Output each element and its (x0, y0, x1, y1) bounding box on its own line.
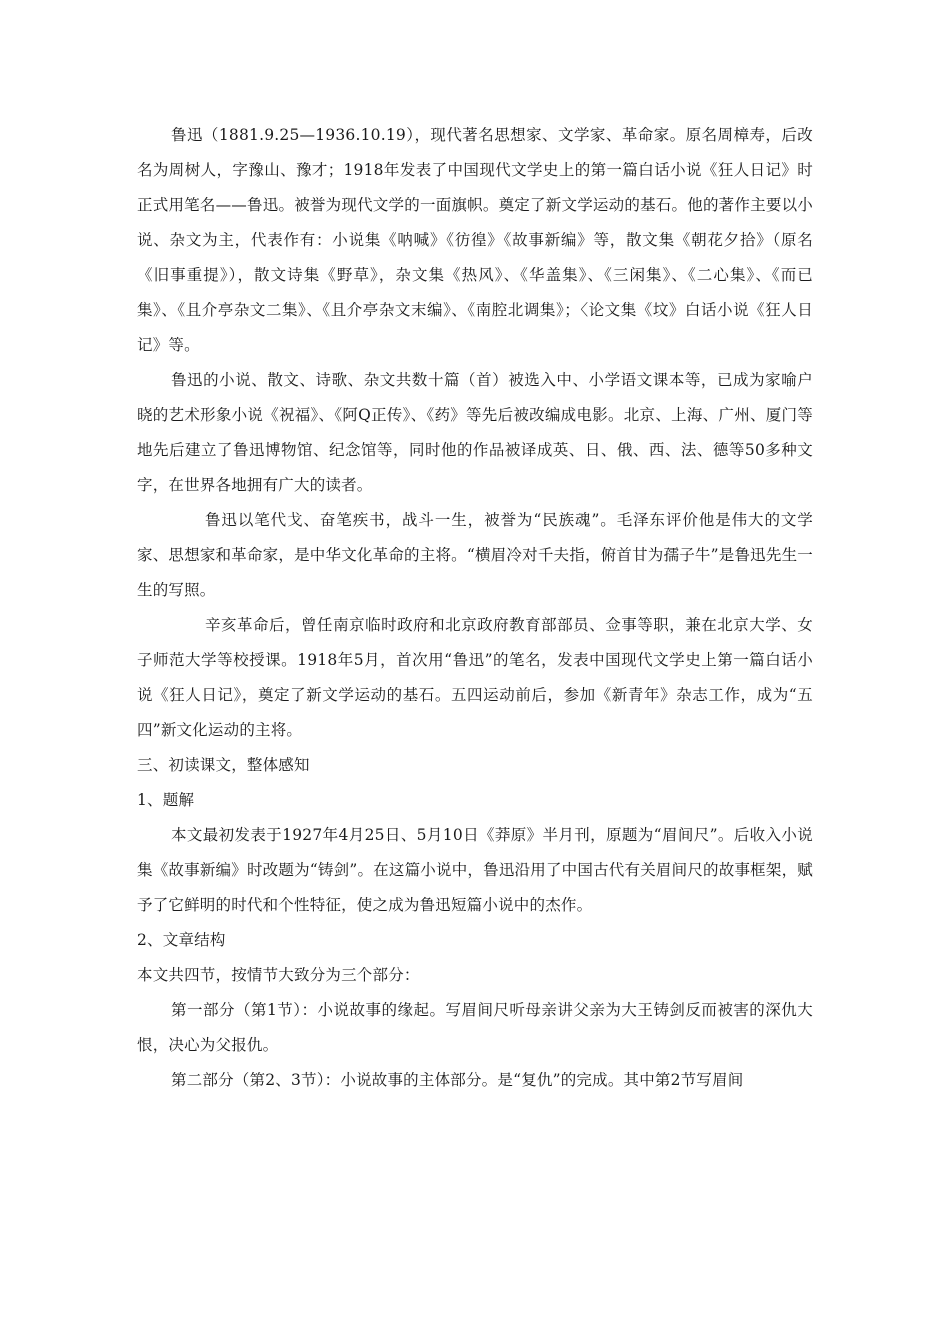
subheading-structure: 2、文章结构 (137, 931, 226, 949)
paragraph-title-explanation: 本文最初发表于1927年4月25日、5月10日《莽原》半月刊，原题为“眉间尺”。后收入小说集《故事新编》时改题为“铸剑”。在这篇小说中，鲁迅沿用了中国古代有关眉间尺的故事框架，赋予了它鲜明的时代和个性特征，使之成为鲁迅短篇小说中的杰作。 (137, 826, 813, 914)
paragraph-luxun-bio: 鲁迅（1881.9.25—1936.10.19），现代著名思想家、文学家、革命家。原名周樟寿，后改名为周树人，字豫山、豫才；1918年发表了中国现代文学史上的第一篇白话小说《狂人日记》时正式用笔名——鲁迅。被誉为现代文学的一面旗帜。奠定了新文学运动的基石。他的著作主要以小说、杂文为主，代表作有：小说集《呐喊》《彷徨》《故事新编》等，散文集《朝花夕拾》（原名《旧事重提》），散文诗集《野草》，杂文集《热风》、《华盖集》、《三闲集》、《二心集》、《而已集》、《且介亭杂文二集》、《且介亭杂文末编》、《南腔北调集》；〈论文集《坟》白话小说《狂人日记》等。 (137, 126, 813, 354)
paragraph-career: 辛亥革命后，曾任南京临时政府和北京政府教育部部员、佥事等职，兼在北京大学、女子师范大学等校授课。1918年5月，首次用“鲁迅”的笔名，发表中国现代文学史上第一篇白话小说《狂人日记》，奠定了新文学运动的基石。五四运动前后，参加《新青年》杂志工作，成为“五四”新文化运动的主将。 (137, 616, 813, 739)
paragraph-national-soul: 鲁迅以笔代戈、奋笔疾书，战斗一生，被誉为“民族魂”。毛泽东评价他是伟大的文学家、思想家和革命家，是中华文化革命的主将。“横眉冷对千夫指，俯首甘为孺子牛”是鲁迅先生一生的写照。 (137, 511, 813, 599)
paragraph-structure-intro: 本文共四节，按情节大致分为三个部分： (137, 966, 420, 984)
paragraph-luxun-influence: 鲁迅的小说、散文、诗歌、杂文共数十篇（首）被选入中、小学语文课本等，已成为家喻户晓的艺术形象小说《祝福》、《阿Q正传》、《药》等先后被改编成电影。北京、上海、广州、厦门等地先后建立了鲁迅博物馆、纪念馆等，同时他的作品被译成英、日、俄、西、法、德等50多种文字，在世界各地拥有广大的读者。 (137, 371, 813, 494)
paragraph-part-one: 第一部分（第1节）：小说故事的缘起。写眉间尺听母亲讲父亲为大王铸剑反而被害的深仇大恨，决心为父报仇。 (137, 1001, 813, 1054)
section-heading-first-reading: 三、初读课文，整体感知 (137, 756, 310, 774)
document-body (137, 118, 813, 1098)
subheading-title-explanation: 1、题解 (137, 791, 195, 809)
paragraph-part-two: 第二部分（第2、3节）：小说故事的主体部分。是“复仇”的完成。其中第2节写眉间 (171, 1071, 744, 1089)
